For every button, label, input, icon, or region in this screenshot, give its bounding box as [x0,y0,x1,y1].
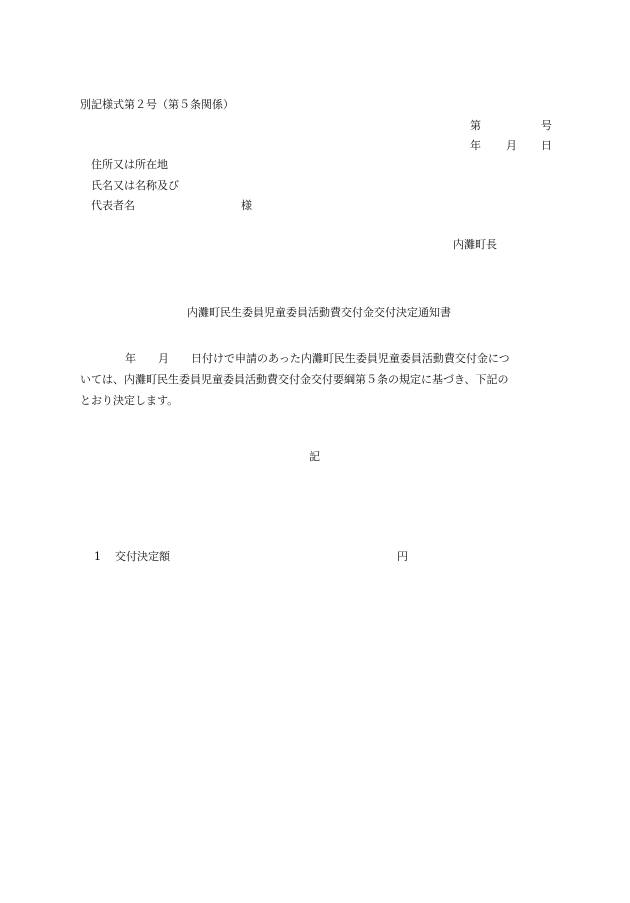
body-line-1 [80,348,552,369]
document-title: 内灘町民生委員児童委員活動費交付金交付決定通知書 [187,306,451,319]
body-line-2: いては、内灘町民生委員児童委員活動費交付金交付要綱第５条の規定に基づき、下記の [80,373,509,386]
item-label: 交付決定額 [115,550,170,563]
item-unit: 円 [397,550,408,563]
body-line-1-rest: 日付けで申請のあった内灘町民生委員児童委員活動費交付金につ [191,352,510,365]
address-label: 住所又は所在地 [91,158,168,171]
body-paragraph [80,348,552,411]
number-prefix: 第 [470,119,481,132]
date-month: 月 [506,139,517,152]
representative-label: 代表者名 [91,199,135,212]
honorific: 様 [241,199,252,212]
date-day: 日 [541,139,552,152]
issuer: 内灘町長 [453,238,497,251]
name-label: 氏名又は名称及び [91,179,179,192]
body-line-3: とおり決定します。 [80,394,179,407]
date-year: 年 [470,139,481,152]
body-month: 月 [158,352,169,365]
form-label: 別記様式第２号（第５条関係） [80,98,234,111]
number-suffix: 号 [541,119,552,132]
ki-heading: 記 [309,450,320,463]
body-year: 年 [125,352,136,365]
item-number: 1 [94,550,101,563]
